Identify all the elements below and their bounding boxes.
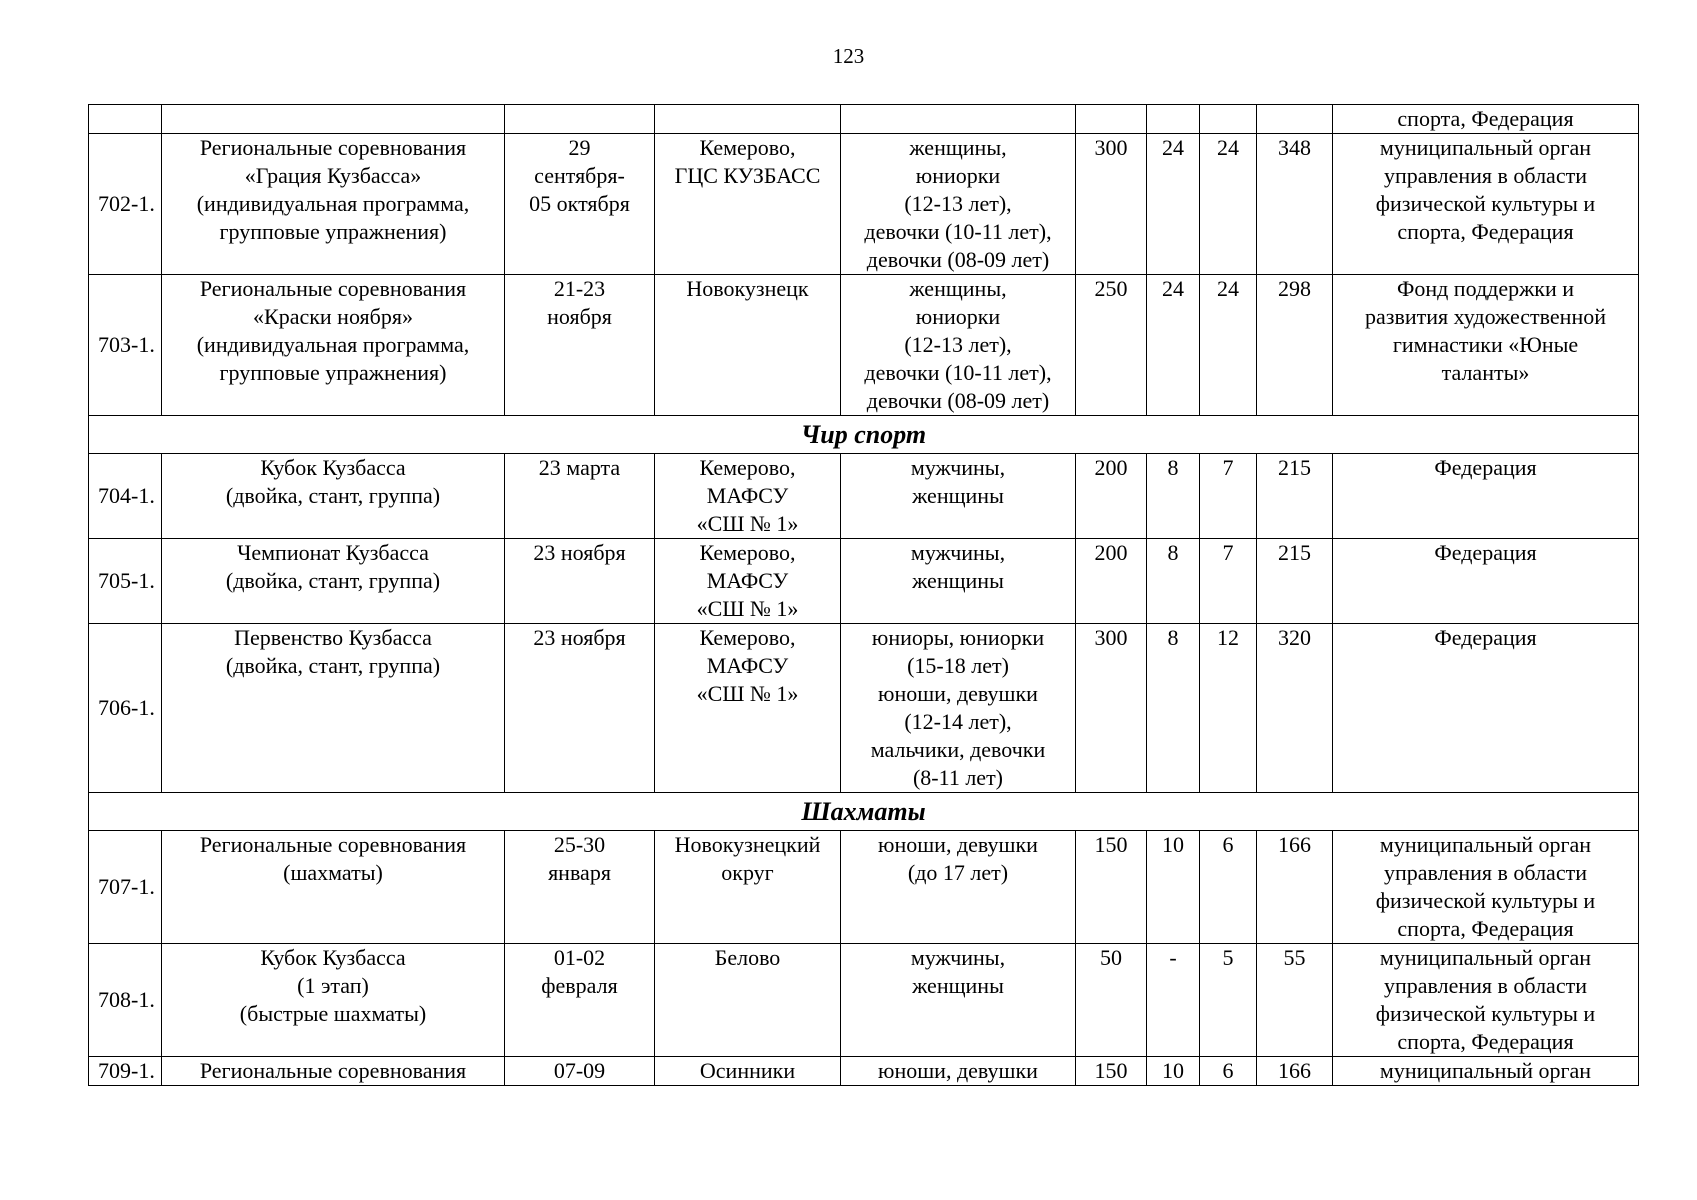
athletes-cell: 300 bbox=[1076, 624, 1147, 793]
organizer-cell: Фонд поддержки и развития художественной гимнастики «Юные таланты» bbox=[1333, 275, 1639, 416]
participants-cell: юноши, девушки (до 17 лет) bbox=[841, 831, 1076, 944]
organizer-cell: Федерация bbox=[1333, 454, 1639, 539]
name-cell: Региональные соревнования «Грация Кузбасса» (индивидуальная программа, групповые упражнения) bbox=[162, 134, 505, 275]
judges-cell: 6 bbox=[1200, 831, 1257, 944]
organizer-cell: муниципальный орган управления в области физической культуры и спорта, Федерация bbox=[1333, 134, 1639, 275]
coaches-cell: - bbox=[1147, 944, 1200, 1057]
dates-cell: 07-09 bbox=[505, 1057, 655, 1086]
judges-cell: 7 bbox=[1200, 454, 1257, 539]
coaches-cell: 10 bbox=[1147, 1057, 1200, 1086]
table-row bbox=[89, 134, 1639, 275]
coaches-cell: 24 bbox=[1147, 275, 1200, 416]
participants-cell: женщины, юниорки (12-13 лет), девочки (10-11 лет), девочки (08-09 лет) bbox=[841, 275, 1076, 416]
total-cell: 215 bbox=[1257, 539, 1333, 624]
section-header-row bbox=[89, 416, 1639, 454]
place-cell: Осинники bbox=[655, 1057, 841, 1086]
dates-cell: 21-23 ноября bbox=[505, 275, 655, 416]
num-cell: 705-1. bbox=[89, 539, 162, 624]
athletes-cell: 300 bbox=[1076, 134, 1147, 275]
num-cell: 707-1. bbox=[89, 831, 162, 944]
table-row bbox=[89, 454, 1639, 539]
athletes-cell: 150 bbox=[1076, 1057, 1147, 1086]
organizer-cell: муниципальный орган bbox=[1333, 1057, 1639, 1086]
dates-cell: 23 ноября bbox=[505, 624, 655, 793]
participants-cell: мужчины, женщины bbox=[841, 944, 1076, 1057]
judges-cell: 7 bbox=[1200, 539, 1257, 624]
athletes-cell: 150 bbox=[1076, 831, 1147, 944]
coaches-cell: 8 bbox=[1147, 454, 1200, 539]
section-title: Шахматы bbox=[89, 793, 1639, 831]
events-table bbox=[88, 104, 1639, 1086]
dates-cell: 29 сентября- 05 октября bbox=[505, 134, 655, 275]
athletes-cell bbox=[1076, 105, 1147, 134]
dates-cell bbox=[505, 105, 655, 134]
table-row bbox=[89, 624, 1639, 793]
name-cell: Кубок Кузбасса (1 этап) (быстрые шахматы) bbox=[162, 944, 505, 1057]
name-cell: Региональные соревнования bbox=[162, 1057, 505, 1086]
num-cell: 703-1. bbox=[89, 275, 162, 416]
num-cell: 708-1. bbox=[89, 944, 162, 1057]
total-cell: 215 bbox=[1257, 454, 1333, 539]
place-cell: Белово bbox=[655, 944, 841, 1057]
coaches-cell: 10 bbox=[1147, 831, 1200, 944]
athletes-cell: 250 bbox=[1076, 275, 1147, 416]
judges-cell: 12 bbox=[1200, 624, 1257, 793]
organizer-cell: муниципальный орган управления в области физической культуры и спорта, Федерация bbox=[1333, 944, 1639, 1057]
place-cell: Кемерово, ГЦС КУЗБАСС bbox=[655, 134, 841, 275]
participants-cell: женщины, юниорки (12-13 лет), девочки (10-11 лет), девочки (08-09 лет) bbox=[841, 134, 1076, 275]
table-row bbox=[89, 1057, 1639, 1086]
coaches-cell bbox=[1147, 105, 1200, 134]
name-cell: Региональные соревнования «Краски ноября» (индивидуальная программа, групповые упражнения) bbox=[162, 275, 505, 416]
athletes-cell: 200 bbox=[1076, 454, 1147, 539]
judges-cell bbox=[1200, 105, 1257, 134]
place-cell: Кемерово, МАФСУ «СШ № 1» bbox=[655, 624, 841, 793]
place-cell: Кемерово, МАФСУ «СШ № 1» bbox=[655, 539, 841, 624]
judges-cell: 24 bbox=[1200, 134, 1257, 275]
organizer-cell: Федерация bbox=[1333, 624, 1639, 793]
participants-cell: мужчины, женщины bbox=[841, 539, 1076, 624]
athletes-cell: 50 bbox=[1076, 944, 1147, 1057]
total-cell: 298 bbox=[1257, 275, 1333, 416]
participants-cell bbox=[841, 105, 1076, 134]
judges-cell: 5 bbox=[1200, 944, 1257, 1057]
judges-cell: 24 bbox=[1200, 275, 1257, 416]
name-cell bbox=[162, 105, 505, 134]
table-row bbox=[89, 275, 1639, 416]
section-header-row bbox=[89, 793, 1639, 831]
total-cell: 320 bbox=[1257, 624, 1333, 793]
place-cell: Кемерово, МАФСУ «СШ № 1» bbox=[655, 454, 841, 539]
table-row bbox=[89, 539, 1639, 624]
dates-cell: 25-30 января bbox=[505, 831, 655, 944]
num-cell: 702-1. bbox=[89, 134, 162, 275]
place-cell: Новокузнецкий округ bbox=[655, 831, 841, 944]
dates-cell: 23 ноября bbox=[505, 539, 655, 624]
organizer-cell: Федерация bbox=[1333, 539, 1639, 624]
participants-cell: юноши, девушки bbox=[841, 1057, 1076, 1086]
num-cell: 709-1. bbox=[89, 1057, 162, 1086]
num-cell bbox=[89, 105, 162, 134]
name-cell: Кубок Кузбасса (двойка, стант, группа) bbox=[162, 454, 505, 539]
table-row bbox=[89, 831, 1639, 944]
name-cell: Региональные соревнования (шахматы) bbox=[162, 831, 505, 944]
place-cell: Новокузнецк bbox=[655, 275, 841, 416]
total-cell: 55 bbox=[1257, 944, 1333, 1057]
total-cell: 348 bbox=[1257, 134, 1333, 275]
participants-cell: мужчины, женщины bbox=[841, 454, 1076, 539]
place-cell bbox=[655, 105, 841, 134]
coaches-cell: 24 bbox=[1147, 134, 1200, 275]
page-number: 123 bbox=[832, 44, 865, 68]
table-row bbox=[89, 105, 1639, 134]
total-cell: 166 bbox=[1257, 1057, 1333, 1086]
dates-cell: 01-02 февраля bbox=[505, 944, 655, 1057]
organizer-cell: муниципальный орган управления в области физической культуры и спорта, Федерация bbox=[1333, 831, 1639, 944]
participants-cell: юниоры, юниорки (15-18 лет) юноши, девушки (12-14 лет), мальчики, девочки (8-11 лет) bbox=[841, 624, 1076, 793]
name-cell: Чемпионат Кузбасса (двойка, стант, группа) bbox=[162, 539, 505, 624]
judges-cell: 6 bbox=[1200, 1057, 1257, 1086]
num-cell: 704-1. bbox=[89, 454, 162, 539]
coaches-cell: 8 bbox=[1147, 624, 1200, 793]
coaches-cell: 8 bbox=[1147, 539, 1200, 624]
num-cell: 706-1. bbox=[89, 624, 162, 793]
dates-cell: 23 марта bbox=[505, 454, 655, 539]
athletes-cell: 200 bbox=[1076, 539, 1147, 624]
section-title: Чир спорт bbox=[89, 416, 1639, 454]
total-cell bbox=[1257, 105, 1333, 134]
name-cell: Первенство Кузбасса (двойка, стант, группа) bbox=[162, 624, 505, 793]
organizer-cell: спорта, Федерация bbox=[1333, 105, 1639, 134]
total-cell: 166 bbox=[1257, 831, 1333, 944]
table-row bbox=[89, 944, 1639, 1057]
